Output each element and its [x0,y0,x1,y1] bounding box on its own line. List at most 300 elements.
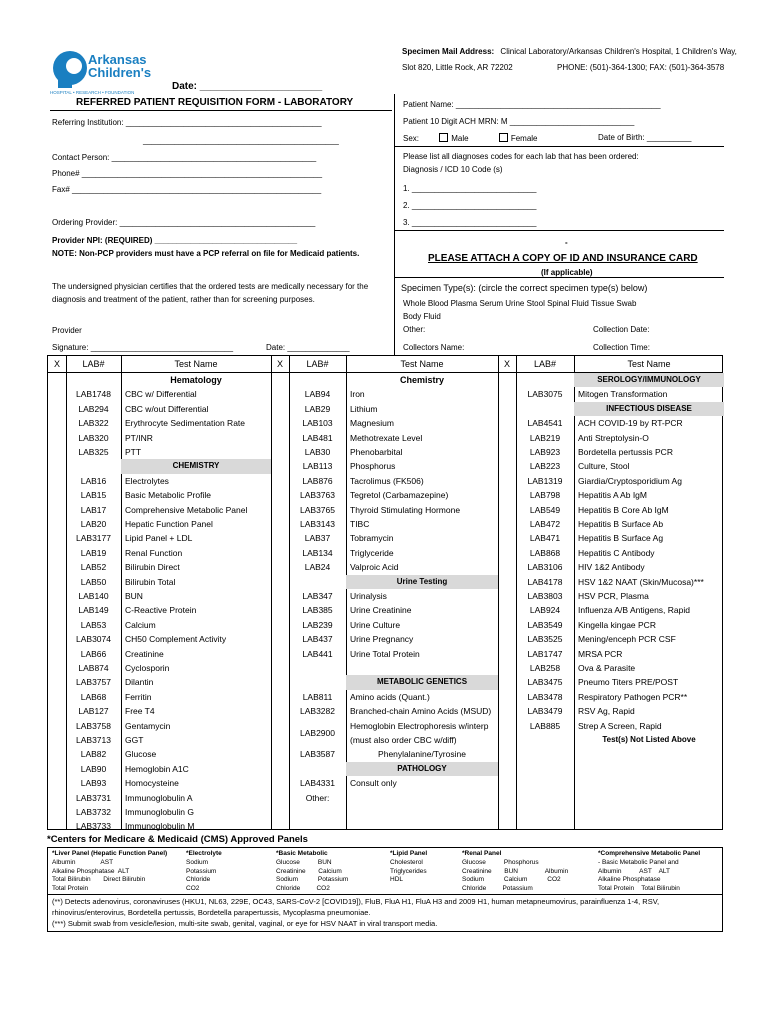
cms-panels-title: *Centers for Medicare & Medicaid (CMS) Approved Panels [47,834,308,845]
test-select-box[interactable] [271,517,289,531]
test-select-box[interactable] [271,431,289,445]
contact-person-field[interactable]: Contact Person: ______________________________________________ [52,153,317,162]
referring-institution-field-2[interactable]: ____________________________________________ [143,136,339,145]
cms-panel-title: *Liver Panel (Hepatic Function Panel) [52,850,168,857]
cms-panel-line: CO2 [186,884,200,892]
test-name: Immunoglobulin G [125,807,194,817]
test-select-box[interactable] [498,647,516,661]
test-name: Gentamycin [125,720,171,731]
lab-number: LAB3731 [76,792,111,803]
other-specimen-field[interactable]: Other: [403,325,426,334]
form-title: REFERRED PATIENT REQUISITION FORM - LABORATORY [76,97,354,108]
lab-number: LAB811 [302,691,333,702]
test-select-box[interactable] [271,531,289,545]
col-header-lab: LAB# [306,359,329,369]
provider-label: Provider [52,326,82,335]
test-select-box[interactable] [48,402,66,416]
test-name: Strep A Screen, Rapid [578,720,662,731]
test-select-box[interactable] [271,402,289,416]
test-select-box[interactable] [271,474,289,488]
test-name: C-Reactive Protein [125,605,197,616]
test-select-box[interactable] [48,546,66,560]
test-select-box[interactable] [48,704,66,718]
lab-number: LAB3803 [527,591,563,601]
test-name: Urinalysis [350,591,387,601]
test-select-box[interactable] [48,805,66,819]
test-select-box[interactable] [48,445,66,459]
test-select-box[interactable] [48,661,66,675]
test-name: Tacrolimus (FK506) [350,475,424,486]
test-select-box[interactable] [48,791,66,805]
cms-panel-line: Sodium Potassium [276,876,349,883]
cms-panel-line: Triglycerides [390,867,427,875]
test-select-box[interactable] [498,589,516,603]
diagnosis-instruction: Please list all diagnoses codes for each lab that has been ordered: [403,152,639,161]
test-name: Amino acids (Quant.) [350,691,430,702]
lab-number: LAB68 [80,691,107,702]
mail-address-2: Slot 820, Little Rock, AR 72202 [402,63,513,72]
patient-name-field[interactable]: Patient Name: ______________________________________________ [403,100,661,109]
lab-number: LAB82 [80,749,107,760]
test-select-box[interactable] [271,560,289,574]
lab-number: LAB3143 [300,519,335,529]
cms-panel-title: *Renal Panel [462,850,502,857]
lab-number: LAB127 [78,706,109,717]
test-name: Electrolytes [125,475,169,486]
phone-fax: PHONE: (501)-364-1300; FAX: (501)-364-3578 [557,63,725,72]
lab-number: LAB549 [529,504,561,515]
test-select-box[interactable] [48,819,66,833]
test-select-box[interactable] [498,416,516,430]
test-select-box[interactable] [48,575,66,589]
cms-panel-line: Creatinine BUN Albumin [462,867,569,875]
lab-number: LAB3075 [527,389,563,400]
section-header: METABOLIC GENETICS [346,675,498,689]
test-name: Hepatic Function Panel [125,519,213,529]
cms-footnote: rhinovirus/enterovirus, Bordetella pertussis, Bordetella parapertussis, Mycoplasma pneumoniae. [52,908,371,917]
ordering-provider-field[interactable]: Ordering Provider: ____________________________________________ [52,218,316,227]
test-name: Erythrocyte Sedimentation Rate [125,418,246,429]
test-select-box[interactable] [48,690,66,704]
lab-number: LAB885 [529,720,561,731]
lab-number: LAB1748 [76,389,111,400]
section-header: Test(s) Not Listed Above [602,735,696,744]
col-header-x: X [503,359,510,369]
lab-number: LAB3074 [76,634,111,645]
specimen-type-options[interactable]: Whole Blood Plasma Serum Urine Stool Spinal Fluid Tissue Swab [403,299,637,308]
certify-text: The undersigned physician certifies that the ordered tests are medically necessary for the diagnosis and treatment of the patient, rather than for screening purposes. [52,282,369,304]
test-select-box[interactable] [498,675,516,689]
lab-number: LAB385 [302,605,333,616]
test-name: Branched-chain Amino Acids (MSUD) [350,706,492,717]
test-select-box[interactable] [48,632,66,646]
test-select-box[interactable] [48,560,66,574]
cms-footnote: (***) Submit swab from vesicle/lesion, multi-site swab, genital, vaginal, or eye for HSV NAAT in viral transport media. [52,919,438,928]
test-select-box[interactable] [498,560,516,574]
cms-panel-title: *Lipid Panel [390,850,428,857]
lab-number: LAB3525 [527,634,563,645]
pcp-note: NOTE: Non-PCP providers must have a PCP referral on file for Medicaid patients. [52,249,360,258]
test-select-box[interactable] [271,416,289,430]
lab-number: LAB294 [78,403,109,414]
test-name: Tegretol (Carbamazepine) [350,490,449,501]
cms-panel-line: Total Protein [52,884,89,892]
test-name: Phosphorus [350,461,396,472]
lab-number: LAB258 [529,663,561,673]
col-header-lab: LAB# [82,359,105,369]
cms-panel-line: Chloride Potassium [462,884,533,892]
test-select-box[interactable] [48,603,66,617]
test-name: Urine Culture [350,619,401,630]
lab-number: LAB3478 [527,691,563,702]
cms-footnote: (**) Detects adenovirus, coronaviruses (HKU1, NL63, 229E, OC43, SARS-CoV-2 [COVID19]), FluB, FluA H1, FluA H3 and 2009 H1, human metapneumovirus, parainfluenza 1-4, RSV, [52,897,660,906]
test-select-box[interactable] [498,459,516,473]
lab-number: LAB876 [302,475,333,486]
test-name: Mitogen Transformation [578,389,668,400]
test-select-box[interactable] [271,719,289,733]
cms-panel-line: Alkaline Phosphatase [598,876,661,883]
test-name: Homocysteine [125,778,179,789]
phone-field[interactable]: Phone# ______________________________________________________ [52,169,323,178]
cms-panel-line: Glucose Phosphorus [462,859,539,866]
test-select-box[interactable] [48,733,66,747]
lab-number: LAB347 [302,591,333,601]
col-header-test-name: Test Name [174,359,218,369]
test-name: CBC w/out Differential [125,403,209,414]
test-select-box[interactable] [498,690,516,704]
lab-number: LAB4178 [527,576,563,587]
if-applicable: (If applicable) [541,268,593,277]
lab-number: LAB437 [302,634,333,645]
lab-number: LAB320 [78,432,109,443]
test-name: Free T4 [125,706,155,717]
test-name: CH50 Complement Activity [125,634,227,645]
test-name: BUN [125,591,143,601]
test-select-box[interactable] [498,719,516,733]
cms-panel-line: Total Protein Total Bilirubin [598,884,680,892]
test-name: Urine Total Protein [350,648,420,659]
mail-address-line [402,47,737,56]
test-select-box[interactable] [271,632,289,646]
test-select-box[interactable] [271,503,289,517]
test-select-box[interactable] [498,618,516,632]
test-name: Magnesium [350,418,394,429]
test-name: RSV Ag, Rapid [578,706,635,717]
male-checkbox[interactable] [439,134,468,143]
signature-field[interactable]: Signature: ________________________________ [52,343,234,352]
test-name: Tobramycin [350,533,394,544]
test-name: ACH COVID-19 by RT-PCR [578,418,683,429]
logo-text-arkansas: Arkansas [88,52,147,67]
test-select-box[interactable] [498,445,516,459]
test-select-box[interactable] [498,431,516,445]
test-name: GGT [125,735,144,745]
test-name: Comprehensive Metabolic Panel [125,504,248,515]
test-select-box[interactable] [498,387,516,401]
lab-number: LAB52 [80,562,107,573]
test-select-box[interactable] [48,517,66,531]
lab-number: LAB93 [80,778,107,789]
test-select-box[interactable] [271,603,289,617]
test-select-box[interactable] [48,488,66,502]
col-header-test-name: Test Name [627,359,671,369]
section-header: Chemistry [399,375,444,385]
cms-panel-line: HDL [390,876,404,883]
section-header: CHEMISTRY [121,459,271,473]
test-select-box[interactable] [271,791,289,805]
lab-number: LAB2900 [300,727,335,738]
test-name: Pneumo Titers PRE/POST [578,677,679,688]
test-name: Immunoglobulin A [125,792,193,803]
test-select-box[interactable] [271,459,289,473]
test-name: Hemoglobin Electrophoresis w/interp [350,720,489,731]
provider-npi-field[interactable]: Provider NPI: (REQUIRED) ________________________________ [52,236,298,245]
cms-panel-line: Sodium [186,859,209,866]
lab-number: LAB3713 [76,735,111,745]
test-name: TIBC [350,519,370,529]
test-name: MRSA PCR [578,648,623,659]
cms-panel-line: Total Bilirubin Direct Bilirubin [52,876,146,883]
test-select-box[interactable] [48,719,66,733]
test-select-box[interactable] [498,704,516,718]
cms-panel-line: Cholesterol [390,859,423,866]
lab-number: LAB481 [302,432,333,443]
test-select-box[interactable] [498,517,516,531]
test-name: HSV 1&2 NAAT (Skin/Mucosa)*** [578,576,704,587]
test-name: Basic Metabolic Profile [125,490,211,501]
test-select-box[interactable] [48,762,66,776]
test-select-box[interactable] [498,488,516,502]
test-name: Ferritin [125,691,152,702]
test-name: Phenylalanine/Tyrosine [378,749,466,760]
test-name: Lipid Panel + LDL [125,533,193,544]
test-select-box[interactable] [271,747,289,761]
logo-tagline: HOSPITAL • RESEARCH • FOUNDATION [50,90,135,95]
test-name: Giardia/Cryptosporidium Ag [578,475,682,486]
section-header: Urine Testing [346,575,498,589]
lab-number: LAB1319 [527,475,563,486]
lab-number: LAB441 [302,648,333,659]
logo-text-childrens: Children's [88,65,152,80]
fax-field[interactable]: Fax# ________________________________________________________ [52,185,322,194]
collectors-name-field[interactable]: Collectors Name: [403,343,465,352]
test-select-box[interactable] [498,661,516,675]
lab-number: LAB3282 [300,706,335,717]
test-select-box[interactable] [271,776,289,790]
test-name: Cyclosporin [125,663,170,673]
cms-panel-line: Sodium Calcium CO2 [462,876,561,883]
test-name: Phenobarbital [350,447,403,457]
lab-number: LAB15 [80,490,107,501]
cms-panel-line: Alkaline Phosphatase ALT [52,867,130,875]
patient-mrn-field[interactable]: Patient 10 Digit ACH MRN: M ____________________________ [403,117,635,126]
test-name: Consult only [350,778,397,789]
female-checkbox[interactable] [499,134,538,143]
diagnosis-3-field[interactable]: 3. ____________________________ [403,218,537,227]
lab-test-table [47,355,723,830]
test-name: Hepatitis B Surface Ab [578,519,664,529]
test-name: Hepatitis B Surface Ag [578,533,664,544]
test-select-box[interactable] [48,416,66,430]
cms-panel-line: Chloride CO2 [276,884,330,892]
logo [50,48,160,98]
test-name: PT/INR [125,432,153,443]
lab-number: LAB50 [80,576,107,587]
lab-number: Other: [305,792,330,803]
lab-number: LAB103 [302,418,333,429]
lab-number: LAB19 [80,547,107,558]
test-name: Hepatitis C Antibody [578,547,655,558]
lab-number: LAB37 [304,533,331,544]
test-name: PTT [125,447,142,457]
lab-number: LAB17 [80,504,107,515]
test-name: Iron [350,389,365,400]
test-select-box[interactable] [271,387,289,401]
test-name: Bilirubin Direct [125,562,180,573]
female-label: Female [510,134,538,143]
lab-number: LAB24 [304,562,331,573]
test-name: Immunoglobulin M [125,821,195,832]
lab-number: LAB3765 [300,504,335,515]
mail-address: Clinical Laboratory/Arkansas Children's Hospital, 1 Children's Way, [500,47,737,56]
lab-number: LAB325 [78,447,109,457]
date-field[interactable]: Date: ______________________ [172,81,323,92]
sex-row [403,133,538,143]
cms-panel-title: *Basic Metabolic [276,850,328,857]
test-name: Bordetella pertussis PCR [578,447,673,457]
sex-label: Sex: [403,134,420,143]
test-select-box[interactable] [271,647,289,661]
test-name: Creatinine [125,648,164,659]
lab-number: LAB472 [529,519,561,529]
lab-number: LAB924 [529,605,561,616]
lab-number: LAB113 [302,461,333,472]
test-select-box[interactable] [498,603,516,617]
lab-number: LAB4541 [527,418,563,429]
test-select-box[interactable] [498,474,516,488]
lab-number: LAB53 [80,619,107,630]
test-select-box[interactable] [48,531,66,545]
male-label: Male [451,134,469,143]
diagnosis-1-field[interactable]: 1. ____________________________ [403,184,537,193]
diagnosis-2-field[interactable]: 2. ____________________________ [403,201,537,210]
test-select-box[interactable] [271,546,289,560]
signature-date-field[interactable]: Date: ______________ [266,343,350,352]
test-name: CBC w/ Differential [125,389,197,400]
col-header-lab: LAB# [533,359,557,369]
cms-panel-line: Creatinine Calcium [276,867,342,875]
lab-number: LAB3763 [300,490,335,501]
test-name: Mening/enceph PCR CSF [578,634,676,645]
test-select-box[interactable] [48,589,66,603]
test-select-box[interactable] [498,546,516,560]
dob-field[interactable]: Date of Birth: __________ [598,133,692,142]
section-header: Hematology [170,375,222,385]
test-name: Dilantin [125,677,154,688]
referring-institution-field[interactable]: Referring Institution: ____________________________________________ [52,118,322,127]
test-select-box[interactable] [498,531,516,545]
lab-number: LAB874 [78,663,109,673]
test-select-box[interactable] [48,647,66,661]
test-select-box[interactable] [498,575,516,589]
test-select-box[interactable] [48,675,66,689]
lab-number: LAB223 [529,461,561,472]
collection-time-field[interactable]: Collection Time: [593,343,650,352]
cms-panel-title: *Comprehensive Metabolic Panel [598,850,701,857]
lab-number: LAB471 [529,533,561,544]
lab-number: LAB3106 [527,562,563,573]
section-header: SEROLOGY/IMMUNOLOGY [574,373,724,387]
test-name: Thyroid Stimulating Hormone [350,504,461,515]
test-name: Anti Streptolysin-O [578,432,649,443]
section-header: PATHOLOGY [346,762,498,776]
test-name: Respiratory Pathogen PCR** [578,691,688,702]
test-select-box[interactable] [498,632,516,646]
test-name: Valproic Acid [350,562,399,573]
test-name: Bilirubin Total [125,576,176,587]
test-name: Ova & Parasite [578,663,636,673]
test-name: Renal Function [125,547,183,558]
test-select-box[interactable] [271,704,289,718]
test-select-box[interactable] [48,474,66,488]
body-fluid-option[interactable]: Body Fluid [403,312,441,321]
test-name: Hepatitis B Core Ab IgM [578,504,669,515]
test-select-box[interactable] [271,618,289,632]
test-select-box[interactable] [498,503,516,517]
test-select-box[interactable] [48,503,66,517]
lab-number: LAB868 [529,547,561,558]
test-select-box[interactable] [271,661,289,675]
test-select-box[interactable] [48,431,66,445]
test-name: Triglyceride [350,547,394,558]
test-select-box[interactable] [271,589,289,603]
lab-number: LAB3732 [76,807,111,817]
test-name: HIV 1&2 Antibody [578,562,645,573]
test-select-box[interactable] [271,690,289,704]
col-header-test-name: Test Name [400,359,444,369]
lab-number: LAB94 [304,389,331,400]
lab-number: LAB923 [529,447,561,457]
lab-number: LAB30 [304,447,331,457]
diagnosis-label: Diagnosis / ICD 10 Code (s) [403,165,503,174]
section-header: INFECTIOUS DISEASE [574,402,724,416]
collection-date-field[interactable]: Collection Date: [593,325,650,334]
lab-number: LAB3479 [527,706,563,717]
col-header-x: X [276,359,283,369]
test-name: Urine Creatinine [350,605,412,616]
test-select-box[interactable] [48,776,66,790]
lab-number: LAB20 [80,519,107,529]
test-name: Urine Pregnancy [350,634,414,645]
lab-number: LAB149 [78,605,109,616]
cms-panel-title: *Electrolyte [186,850,222,857]
lab-number: LAB90 [80,763,107,774]
lab-number: LAB3757 [76,677,111,688]
test-name: (must also order CBC w/diff) [350,735,457,745]
test-select-box[interactable] [48,747,66,761]
lab-number: LAB3733 [76,821,111,832]
test-name: Kingella kingae PCR [578,619,656,630]
test-select-box[interactable] [271,488,289,502]
test-name: Influenza A/B Antigens, Rapid [578,605,690,616]
test-select-box[interactable] [271,445,289,459]
test-name: Methotrexate Level [350,432,423,443]
test-select-box[interactable] [48,387,66,401]
lab-number: LAB798 [529,490,561,501]
cms-panel-line: Chloride [186,876,211,883]
test-select-box[interactable] [48,618,66,632]
lab-number: LAB3758 [76,720,111,731]
